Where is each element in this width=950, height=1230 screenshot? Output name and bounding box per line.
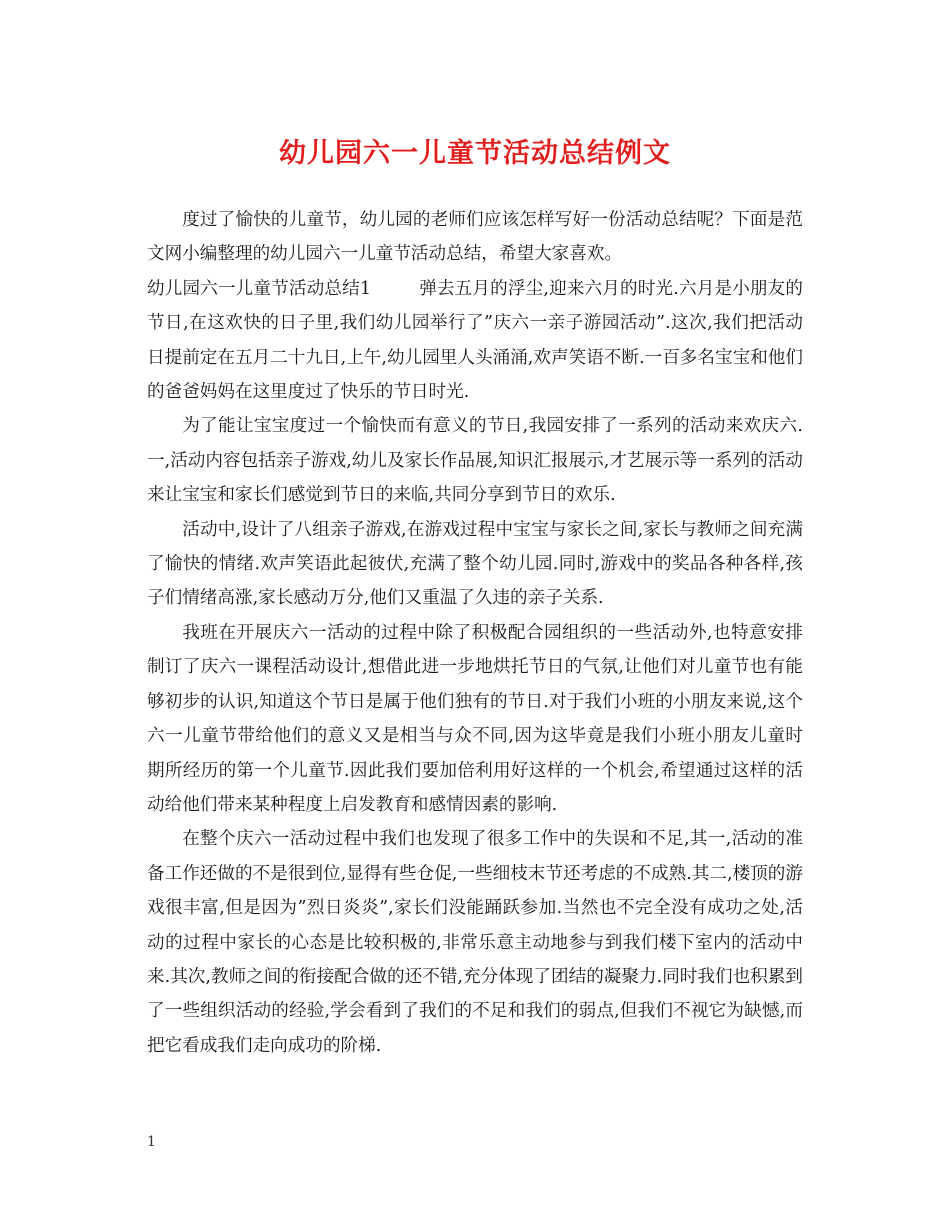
page-number: 1 bbox=[147, 1134, 156, 1150]
body-paragraph: 我班在开展庆六一活动的过程中除了积极配合园组织的一些活动外,也特意安排制订了庆六一课程活动设计,想借此进一步地烘托节日的气氛,让他们对儿童节也有能够初步的认识,知道这个节日是属于他们独有的节日.对于我们小班的小朋友来说,这个六一儿童节带给他们的意义又是相当与众不同,因为这毕竟是我们小班小朋友儿童时期所经历的第一个儿童节.因此我们要加倍利用好这样的一个机会,希望通过这样的活动给他们带来某种程度上启发教育和感情因素的影响. bbox=[147, 622, 803, 815]
page-title: 幼儿园六一儿童节活动总结例文 bbox=[279, 138, 671, 169]
section-heading: 幼儿园六一儿童节活动总结1 bbox=[147, 278, 372, 299]
body-paragraph: 在整个庆六一活动过程中我们也发现了很多工作中的失误和不足,其一,活动的准备工作还做的不是很到位,显得有些仓促,一些细枝末节还考虑的不成熟.其二,楼顶的游戏很丰富,但是因为”烈日炎炎”,家长们没能踊跃参加.当然也不完全没有成功之处,活动的过程中家长的心态是比较积极的,非常乐意主动地参与到我们楼下室内的活动中来.其次,教师之间的衔接配合做的还不错,充分体现了团结的凝聚力.同时我们也积累到了一些组织活动的经验,学会看到了我们的不足和我们的弱点,但我们不视它为缺憾,而把它看成我们走向成功的阶梯. bbox=[147, 829, 803, 1056]
intro-paragraph: 度过了愉快的儿童节，幼儿园的老师们应该怎样写好一份活动总结呢？下面是范文网小编整理的幼儿园六一儿童节活动总结，希望大家喜欢。 bbox=[147, 210, 803, 265]
body-paragraph: 为了能让宝宝度过一个愉快而有意义的节日,我园安排了一系列的活动来欢庆六.一,活动内容包括亲子游戏,幼儿及家长作品展,知识汇报展示,才艺展示等一系列的活动来让宝宝和家长们感觉到节日的来临,共同分享到节日的欢乐. bbox=[147, 416, 803, 506]
body-paragraph: 活动中,设计了八组亲子游戏,在游戏过程中宝宝与家长之间,家长与教师之间充满了愉快的情绪.欢声笑语此起彼伏,充满了整个幼儿园.同时,游戏中的奖品各种各样,孩子们情绪高涨,家长感动万分,他们又重温了久违的亲子关系. bbox=[147, 519, 803, 609]
section-1-paragraph bbox=[147, 272, 803, 410]
document-body bbox=[147, 203, 803, 1063]
section-first-text: 弹去五月的浮尘,迎来六月的时光.六月是小朋友的节日,在这欢快的日子里,我们幼儿园举行了”庆六一亲子游园活动”.这次,我们把活动日提前定在五月二十九日,上午,幼儿园里人头涌涌,欢声笑语不断.一百多名宝宝和他们的爸爸妈妈在这里度过了快乐的节日时光. bbox=[147, 278, 803, 403]
